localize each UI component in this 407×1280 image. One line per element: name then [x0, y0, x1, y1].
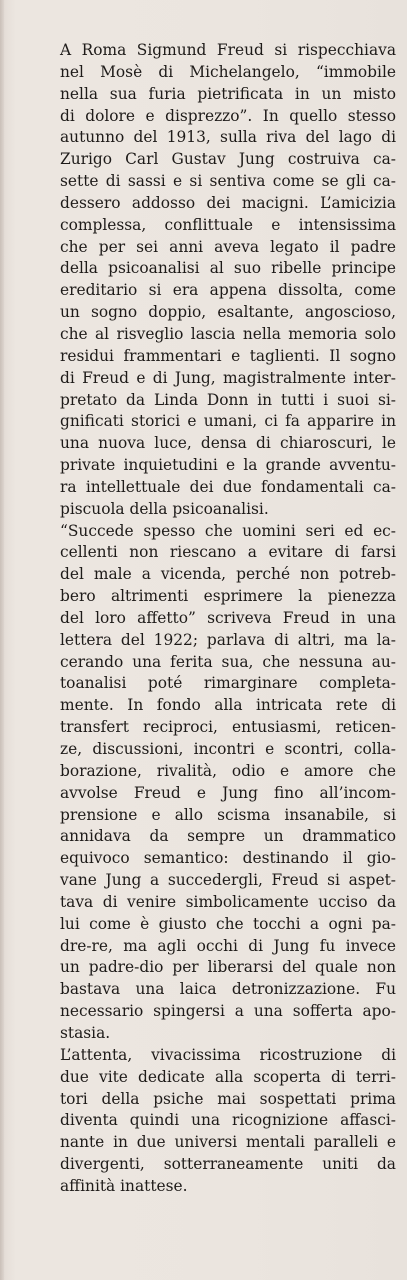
text-line: che al risveglio lascia nella memoria solo [60, 324, 396, 343]
text-line: che per sei anni aveva legato il padre [60, 237, 396, 256]
text-line: ze, discussioni, incontri e scontri, colla- [60, 740, 396, 758]
text-line: annidava da sempre un drammatico [60, 827, 396, 846]
text-line: diventa quindi una ricognizione affasci- [60, 1111, 396, 1130]
text-line: una nuova luce, densa di chiaroscuri, le [60, 434, 396, 453]
text-line: mente. In fondo alla intricata rete di [60, 696, 396, 715]
text-line: A Roma Sigmund Freud si rispecchiava [60, 41, 396, 59]
flap-copy [60, 40, 396, 1198]
text-line: bastava una laica detronizzazione. Fu [60, 980, 396, 999]
text-line: piscuola della psicoanalisi. [60, 499, 269, 518]
text-line: tava di venire simbolicamente ucciso da [60, 892, 396, 911]
text-line: Zurigo Carl Gustav Jung costruiva ca- [60, 150, 396, 169]
text-line: complessa, conflittuale e intensissima [60, 215, 396, 234]
text-line: ereditario si era appena dissolta, come [60, 281, 396, 300]
text-line: cellenti non riescano a evitare di farsi [60, 543, 396, 562]
text-line: nella sua furia pietrificata in un misto [60, 84, 396, 103]
text-line: di Freud e di Jung, magistralmente inter- [60, 368, 396, 387]
text-line: prensione e allo scisma insanabile, si [60, 805, 396, 824]
text-line: lui come è giusto che tocchi a ogni pa- [60, 914, 396, 933]
text-line: residui frammentari e taglienti. Il sogno [60, 346, 396, 365]
text-line: due vite dedicate alla scoperta di terri- [60, 1067, 396, 1086]
text-line: private inquietudini e la grande avventu- [60, 456, 396, 475]
text-line: dessero addosso dei macigni. L’amicizia [60, 193, 396, 212]
text-line: borazione, rivalità, odio e amore che [60, 761, 396, 780]
text-line: nante in due universi mentali paralleli e [60, 1133, 396, 1152]
text-line: del male a vicenda, perché non potreb- [60, 565, 396, 584]
text-line: cerando una ferita sua, che nessuna au- [60, 652, 396, 671]
flap-edge [0, 0, 4, 1280]
text-line: transfert reciproci, entusiasmi, reticen- [60, 718, 396, 737]
text-line: avvolse Freud e Jung fino all’incom- [60, 783, 396, 802]
text-line: tori della psiche mai sospettati prima [60, 1089, 396, 1108]
text-line: della psicoanalisi al suo ribelle principe [60, 259, 396, 278]
text-line: equivoco semantico: destinando il gio- [60, 849, 396, 868]
paragraph-3 [60, 1045, 396, 1198]
text-line: un sogno doppio, esaltante, angoscioso, [60, 303, 396, 322]
text-line: “Succede spesso che uomini seri ed ec- [60, 521, 396, 540]
text-line: pretato da Linda Donn in tutti i suoi si- [60, 390, 396, 409]
text-line: L’attenta, vivacissima ricostruzione di [60, 1045, 396, 1064]
text-line: autunno del 1913, sulla riva del lago di [60, 128, 396, 147]
text-line: dre-re, ma agli occhi di Jung fu invece [60, 936, 396, 955]
text-line: toanalisi poté rimarginare completa- [60, 674, 396, 693]
text-line: affinità inattese. [60, 1176, 188, 1195]
paragraph-2 [60, 521, 396, 1045]
text-line: nel Mosè di Michelangelo, “immobile [60, 62, 396, 81]
text-line: di dolore e disprezzo”. In quello stesso [60, 106, 396, 125]
text-line: del loro affetto” scriveva Freud in una [60, 608, 396, 627]
text-line: lettera del 1922; parlava di altri, ma la- [60, 630, 396, 649]
text-line: un padre-dio per liberarsi del quale non [60, 958, 396, 977]
text-line: ra intellettuale dei due fondamentali ca- [60, 477, 396, 496]
text-line: stasia. [60, 1023, 111, 1042]
text-line: necessario spingersi a una sofferta apo- [60, 1002, 396, 1021]
text-line: sette di sassi e si sentiva come se gli ca- [60, 172, 396, 191]
text-line: gnificati storici e umani, ci fa apparire in [60, 412, 396, 431]
text-line: bero altrimenti esprimere la pienezza [60, 587, 396, 606]
paragraph-1 [60, 40, 396, 521]
text-line: divergenti, sotterraneamente uniti da [60, 1155, 396, 1174]
text-line: vane Jung a succedergli, Freud si aspet- [60, 871, 396, 890]
